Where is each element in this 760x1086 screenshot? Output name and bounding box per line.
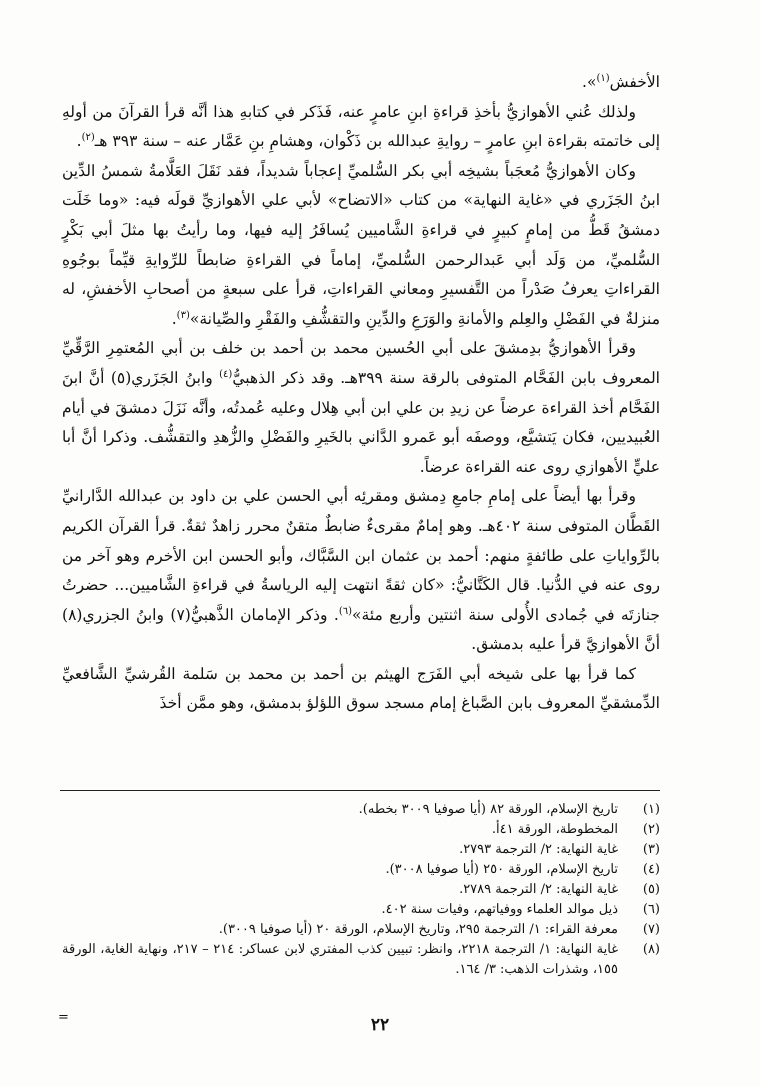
footnote-text: تاريخ الإسلام، الورقة ٨٢ (أيا صوفيا ٣٠٠٩ بخطه).: [358, 802, 618, 817]
continuation-mark: =: [58, 1010, 69, 1025]
footnote-text: تاريخ الإسلام، الورقة ٢٥٠ (أيا صوفيا ٣٠٠٨).: [385, 862, 618, 877]
paragraph-3: وكان الأهوازيُّ مُعجَباً بشيخِه أبي بكر السُّلميِّ إعجاباً شديداً، فقد نَقَلَ العَلَّامةُ شمسُ الدِّين ابنُ الجَزَري في «غاية النهاية» من كتاب «الاتضاح» لأبي علي الأهوازيِّ قولَه فيه: «وما خَلَت دمشقُ قَطُّ من إمامٍ كبيرٍ في قراءةِ الشَّاميين يُسافَرُ إليه فيها، وما رأيتُ بها مثلَ أبي بَكْرٍ السُّلميِّ، من وَلَد أبي عَبدالرحمن السُّلميِّ، إماماً في القراءةِ ضابطاً للرِّوايةِ قيِّماً بوجُوهِ القراءاتِ يعرفُ صَدْراً من التَّفسيرِ ومعاني القراءاتِ، قرأ على سبعةٍ من أصحابِ الأخفشِ، له منزلةٌ في الفَضْلِ والعِلم والأمانةِ والوَرَعِ والدِّينِ والتقشُّفِ والفَقْرِ والصِّيانة»$^{(٣)}$.: [62, 161, 660, 328]
footnote-text: غاية النهاية: ١/ الترجمة ٢٢١٨، وانظر: تبيين كذب المفتري لابن عساكر: ٢١٤ – ٢١٧، ونهاية الغاية، الورقة ١٥٥، وشذرات الذهب: ٣/ ١٦٤.: [62, 942, 618, 977]
footnote-text: معرفة القراء: ١/ الترجمة ٢٩٥، وتاريخ الإسلام، الورقة ٢٠ (أيا صوفيا ٣٠٠٩).: [218, 922, 618, 937]
footnote-text: ذيل موالد العلماء ووفياتهم، وفيات سنة ٤٠٢.: [381, 902, 618, 917]
footnote-item: [62, 880, 660, 900]
footnote-text: غاية النهاية: ٢/ الترجمة ٢٧٨٩.: [459, 882, 618, 897]
footnotes: [62, 800, 660, 980]
footnote-number: (٨): [642, 942, 660, 957]
paragraph-2: ولذلك عُني الأهوازيُّ بأخذِ قراءةِ ابنِ عامرٍ عنه، فَذَكر في كتابهِ هذا أنَّه قرأ القرآنَ من أولهِ إلى خاتمته بقراءة ابنِ عامرٍ – روايةِ عبدالله بن ذَكْوان، وهشامِ بنِ عَمَّار عنه – سنة ٣٩٣ هـ$^{(٢)}$.: [62, 102, 660, 151]
footnote-number: (٣): [642, 842, 660, 857]
footnote-item: [62, 800, 660, 820]
footnote-text: غاية النهاية: ٢/ الترجمة ٢٧٩٣.: [459, 842, 618, 857]
paragraph-1: الأخفش$^{(١)}$».: [582, 72, 660, 91]
footnote-ref[interactable]: (٣): [176, 309, 190, 321]
footnote-item: [62, 820, 660, 840]
paragraph-6: كما قرأ بها على شيخه أبي الفَرَج الهيثم بن أحمد بن محمد بن سَلمة القُرشيِّ الشَّافعيِّ الدِّمشقيِّ المعروف بابن الصَّباغ إمام مسجد سوق اللؤلؤ بدمشق، وهو ممَّن أخذَ: [62, 664, 660, 713]
footnote-number: (٥): [642, 882, 660, 897]
paragraph-4: وقرأ الأهوازيُّ بدِمشقَ على أبي الحُسين محمد بن أحمد بن خلف بن أبي المُعتمِرِ الرَّقِّيِّ المعروف بابن الفَحَّام المتوفى بالرقة سنة ٣٩٩هـ. وقد ذكر الذهبيُّ$^{(٤)}$ وابنُ الجَزَري(٥) أنَّ ابنَ الفَحَّام أخذ القراءة عرضاً عن زيدِ بن علي ابن أبي هِلال وعليه عُمدتُه، وأنَّه نَزَلَ دمشقَ في أيام العُبيديين، فكان يَتشيَّع، ووصفَه أبو عَمرو الدَّاني بالخَيرِ والفَضْلِ والزُّهدِ والتقشُّف. وذكرا أنَّ أبا عليٍّ الأهوازي روى عنه القراءة عرضاً.: [62, 339, 660, 476]
footnote-divider: [60, 790, 660, 791]
footnote-item: [62, 860, 660, 880]
footnote-ref[interactable]: (٢): [81, 132, 95, 144]
footnote-number: (١): [642, 802, 660, 817]
footnote-ref[interactable]: (١): [596, 72, 610, 84]
footnote-number: (٤): [642, 862, 660, 877]
footnote-item: [62, 940, 660, 980]
paragraph-5: وقرأ بها أيضاً على إمامِ جامعِ دِمشق ومقرئِه أبي الحسن علي بن داود بن عبدالله الدَّارانيِّ القَطَّان المتوفى سنة ٤٠٢هـ. وهو إمامٌ مقرىءٌ ضابطٌ متقنٌ محرر زاهدٌ ثقةٌ. قرأ القرآن الكريم بالرِّواياتِ على طائفةٍ منهم: أحمد بن عثمان ابن السَّبَّاك، وأبو الحسن ابن الأخرم وهو آخر من روى عنه في الدُّنيا. قال الكَتَّانيُّ: «كان ثقةً انتهت إليه الرياسةُ في قراءةِ الشَّاميين... حضرتُ جنازتَه في جُمادى الأُولى سنة اثنتين وأربع مئة»$^{(٦)}$. وذكر الإمامان الذَّهبيُّ(٧) وابنُ الجزري(٨) أنَّ الأهوازيَّ قرأ عليه بدمشق.: [62, 487, 660, 654]
footnote-number: (٧): [642, 922, 660, 937]
page-number: ٢٢: [370, 1015, 390, 1035]
footnote-item: [62, 920, 660, 940]
footnote-item: [62, 840, 660, 860]
footnote-ref[interactable]: (٤): [219, 368, 233, 380]
footnote-item: [62, 900, 660, 920]
footnote-ref[interactable]: (٦): [338, 605, 353, 617]
main-text: [62, 68, 660, 719]
footnote-number: (٦): [642, 902, 660, 917]
footnote-text: المخطوطة، الورقة ٤١أ.: [491, 822, 618, 837]
footnote-number: (٢): [642, 822, 660, 837]
